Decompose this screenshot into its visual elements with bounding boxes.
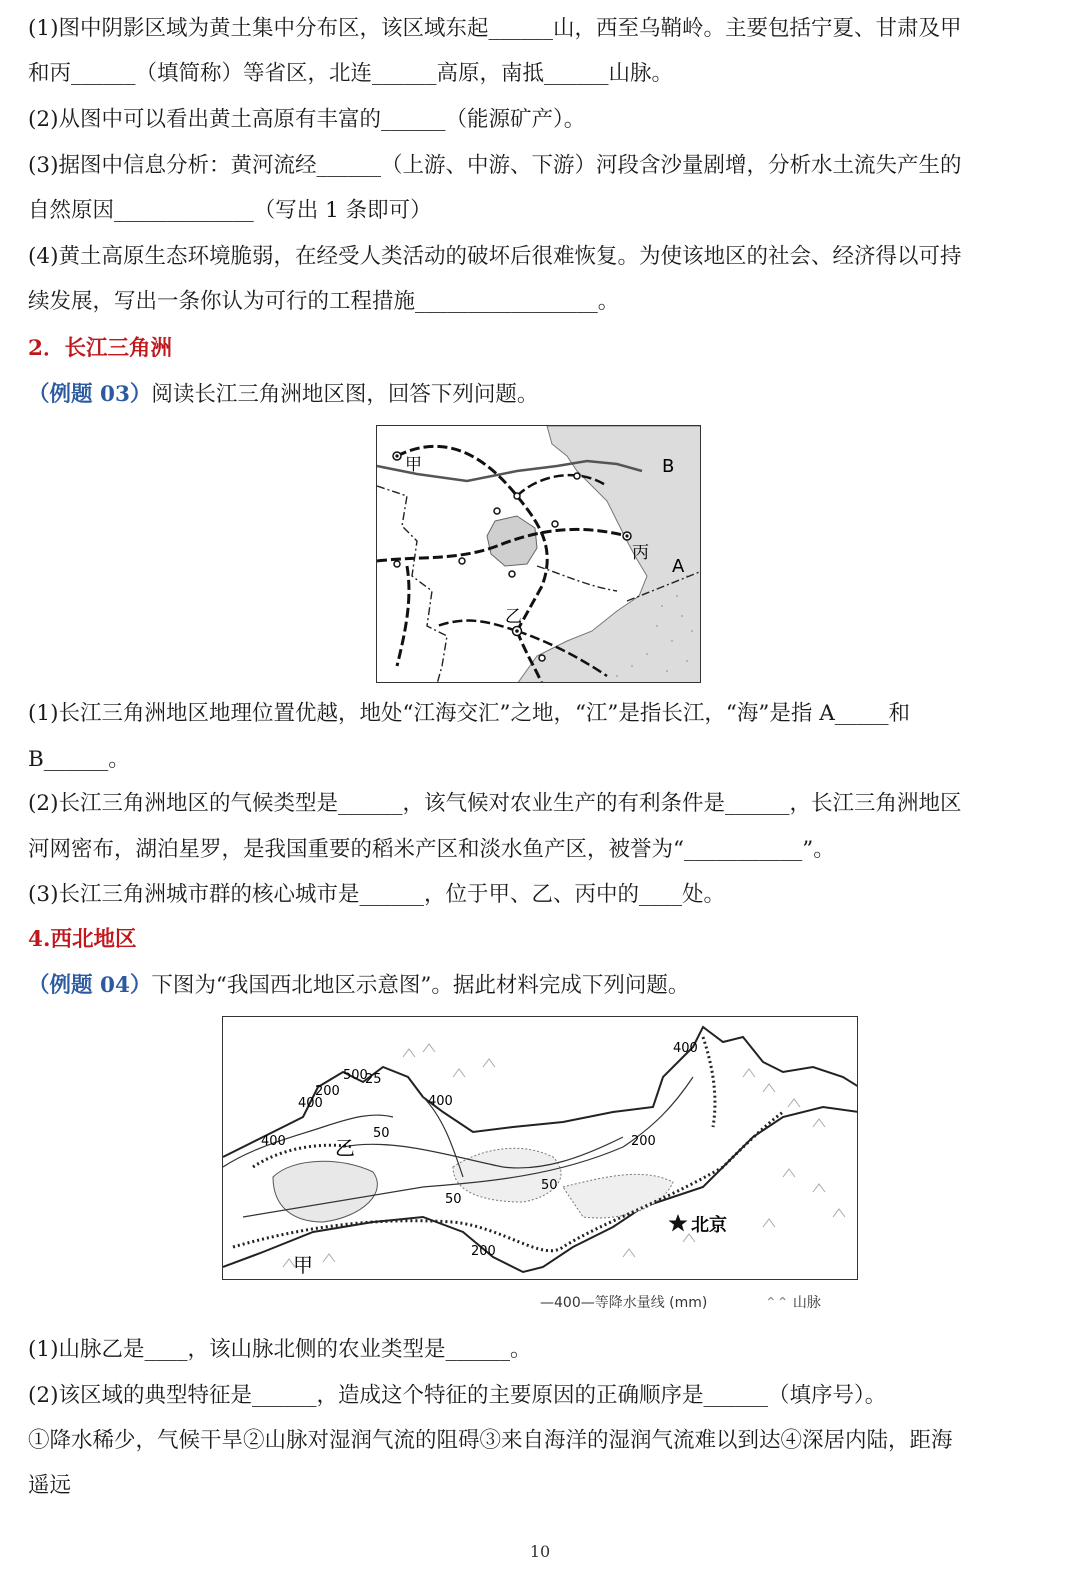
label-yi-nw: 乙 bbox=[335, 1136, 355, 1160]
example04-intro bbox=[28, 971, 1052, 1001]
example03-intro bbox=[28, 380, 1052, 410]
yangtze-delta-map-svg bbox=[377, 426, 701, 683]
s2-q2-line1: (2)长江三角洲地区的气候类型是______，该气候对农业生产的有利条件是______，长江三角洲地区 bbox=[28, 791, 962, 816]
label-yi: 乙 bbox=[505, 607, 522, 627]
province-border-2 bbox=[537, 566, 617, 591]
railway-3 bbox=[397, 566, 409, 666]
mountain-legend-icon: ⌃⌃ bbox=[765, 1295, 789, 1311]
s1-q3-line1: (3)据图中信息分析：黄河流经______（上游、中游、下游）河段含沙量剧增，分析水土流失产生的 bbox=[28, 153, 962, 178]
section4-heading: 4.西北地区 bbox=[28, 927, 137, 952]
s1-q4-line1: (4)黄土高原生态环境脆弱，在经受人类活动的破坏后很难恢复。为使该地区的社会、经济得以可持 bbox=[28, 244, 962, 269]
label-jia-nw: 甲 bbox=[293, 1253, 313, 1277]
northwest-china-map-svg bbox=[223, 1017, 858, 1280]
s1-q1-line1: (1)图中阴影区域为黄土集中分布区，该区域东起______山，西至乌鞘岭。主要包括宁夏、甘肃及甲 bbox=[28, 16, 962, 41]
tai-lake bbox=[487, 516, 537, 566]
page-number: 10 bbox=[529, 1542, 551, 1561]
beijing-star-icon bbox=[669, 1214, 688, 1232]
label-b: B bbox=[662, 456, 675, 477]
desert-2 bbox=[453, 1148, 561, 1202]
iso-label-200-e: 200 bbox=[631, 1134, 656, 1149]
section2-heading: 2．长江三角洲 bbox=[28, 336, 172, 361]
label-a: A bbox=[672, 556, 685, 577]
s2-q3: (3)长江三角洲城市群的核心城市是______，位于甲、乙、丙中的____处。 bbox=[28, 882, 725, 907]
iso-label-400-ne: 400 bbox=[673, 1041, 698, 1056]
iso-label-400-w: 400 bbox=[261, 1134, 286, 1149]
isoline-400 bbox=[223, 1115, 393, 1167]
example03-text: 阅读长江三角洲地区图，回答下列问题。 bbox=[151, 382, 539, 407]
iso-label-500: 500 bbox=[343, 1068, 368, 1083]
northwest-china-map bbox=[222, 1016, 858, 1280]
mountain-range-ne bbox=[703, 1037, 715, 1127]
s1-q4-line2: 续发展，写出一条你认为可行的工程措施_________________。 bbox=[28, 289, 620, 314]
label-jia: 甲 bbox=[405, 455, 422, 475]
yangtze-delta-map bbox=[376, 425, 701, 683]
s4-q2-options-line2: 遥远 bbox=[28, 1473, 72, 1498]
s1-q3-line2: 自然原因_____________（写出 1 条即可） bbox=[28, 198, 432, 223]
iso-label-200-s: 200 bbox=[471, 1244, 496, 1259]
map-legend-mountain bbox=[765, 1293, 821, 1313]
s2-q2-line2: 河网密布，湖泊星罗，是我国重要的稻米产区和淡水鱼产区，被誉为“___________”。 bbox=[28, 837, 835, 862]
s4-q2-options-line1: ①降水稀少，气候干旱②山脉对湿润气流的阻碍③来自海洋的湿润气流难以到达④深居内陆，距海 bbox=[28, 1428, 953, 1453]
s4-q2: (2)该区域的典型特征是______，造成这个特征的主要原因的正确顺序是______（填序号）。 bbox=[28, 1383, 887, 1408]
desert-1 bbox=[273, 1161, 377, 1222]
s2-q1-line1: (1)长江三角洲地区地理位置优越，地处“江海交汇”之地，“江”是指长江，“海”是指 A_____和 bbox=[28, 701, 911, 726]
label-beijing: 北京 bbox=[691, 1215, 727, 1236]
iso-label-400-mid: 400 bbox=[428, 1094, 453, 1109]
example04-tag: （例题 04） bbox=[28, 973, 152, 998]
label-bing: 丙 bbox=[632, 543, 649, 563]
mountain-legend-label: 山脉 bbox=[792, 1295, 821, 1311]
province-border bbox=[377, 486, 447, 683]
s2-q1-line2: B______。 bbox=[28, 747, 130, 772]
iso-label-25: 25 bbox=[365, 1072, 382, 1087]
iso-label-50-nw: 50 bbox=[373, 1126, 390, 1141]
iso-label-200-nw: 200 bbox=[315, 1084, 340, 1099]
iso-label-400-nw: 400 bbox=[298, 1096, 323, 1111]
example03-tag: （例题 03） bbox=[28, 382, 152, 407]
s1-q1-line2: 和丙______（填简称）等省区，北连______高原，南抵______山脉。 bbox=[28, 61, 674, 86]
map-legend-isoline: —400—等降水量线 (mm) bbox=[540, 1295, 708, 1311]
desert-3 bbox=[563, 1174, 673, 1218]
iso-label-50-mid: 50 bbox=[445, 1192, 462, 1207]
s4-q1: (1)山脉乙是____，该山脉北侧的农业类型是______。 bbox=[28, 1337, 532, 1362]
s1-q2: (2)从图中可以看出黄土高原有丰富的______（能源矿产）。 bbox=[28, 107, 586, 132]
iso-label-50-e: 50 bbox=[541, 1178, 558, 1193]
example04-text: 下图为“我国西北地区示意图”。据此材料完成下列问题。 bbox=[151, 973, 690, 998]
